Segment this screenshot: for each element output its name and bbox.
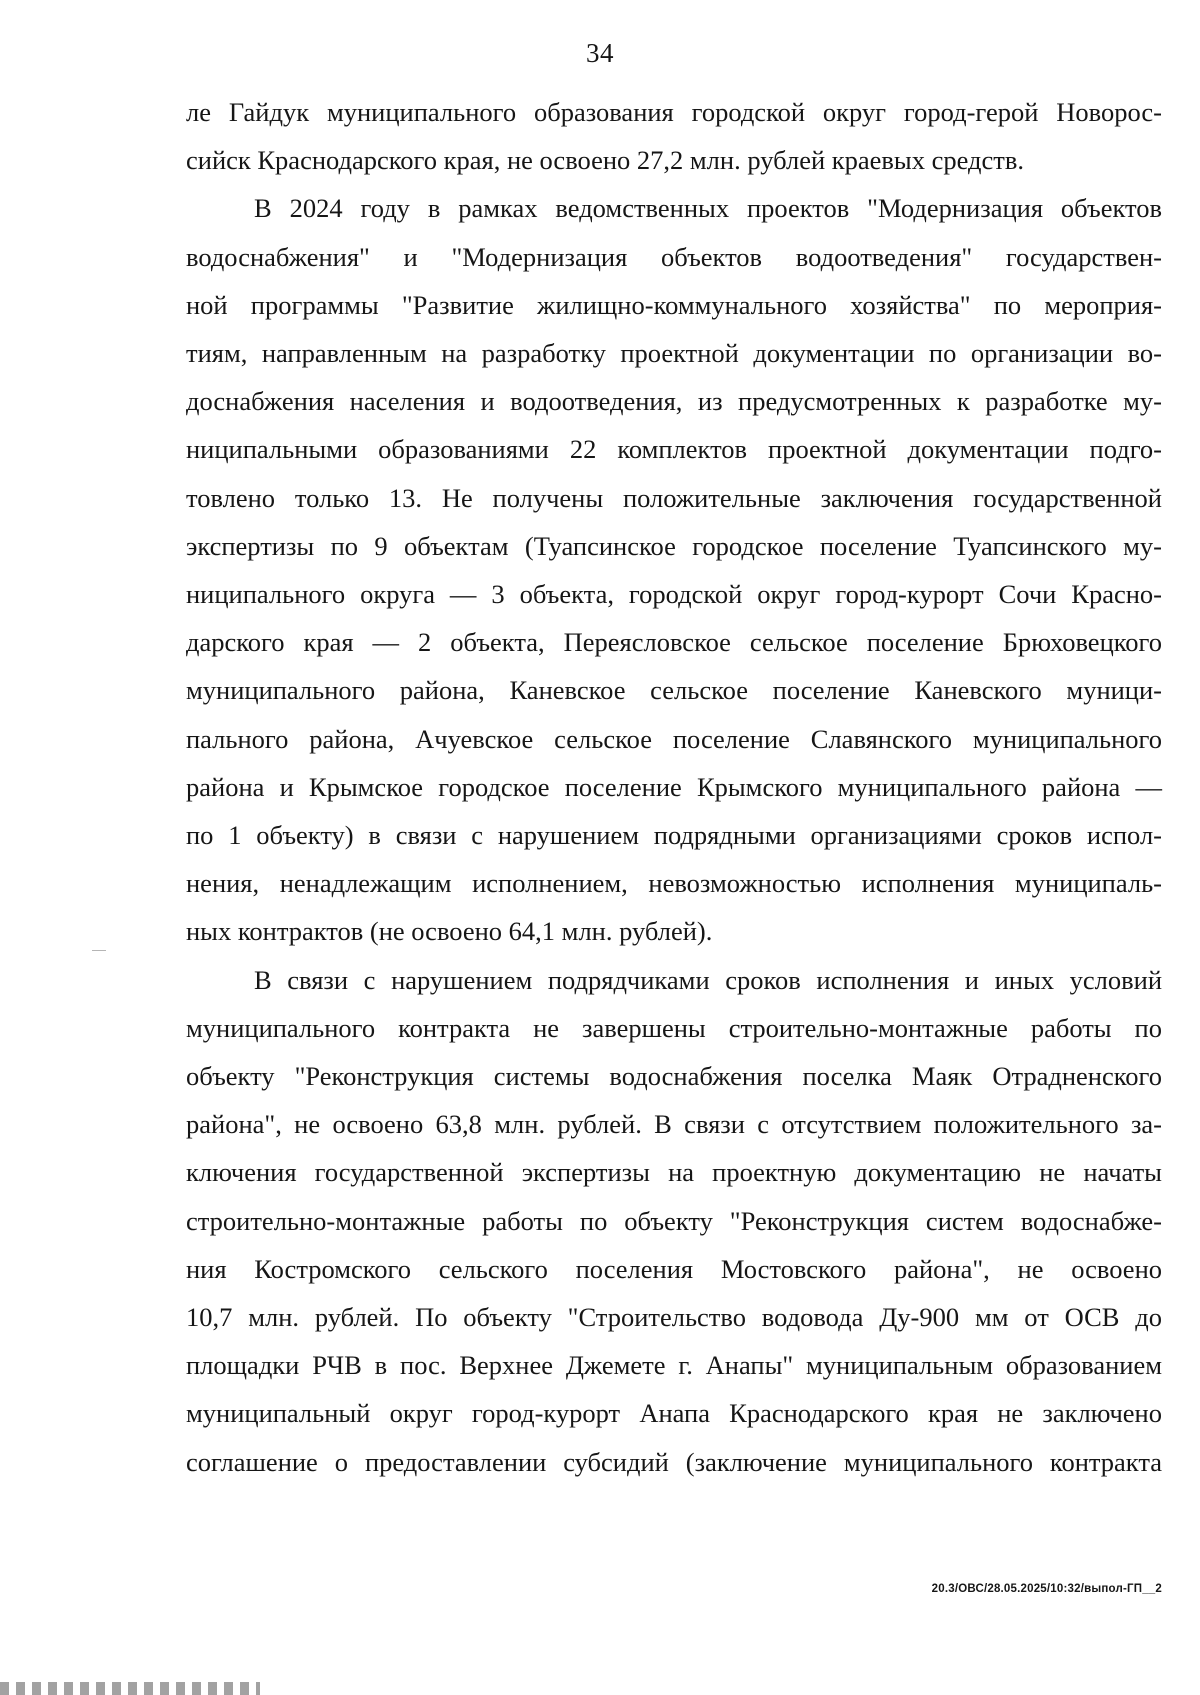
text-line: муниципальный округ город-курорт Анапа Краснодарского края не заключено <box>186 1398 1162 1429</box>
text-line: ных контрактов (не освоено 64,1 млн. рублей). <box>186 916 713 947</box>
text-line: по 1 объекту) в связи с нарушением подрядными организациями сроков испол- <box>186 820 1162 851</box>
text-line: 10,7 млн. рублей. По объекту "Строительство водовода Ду-900 мм от ОСВ до <box>186 1302 1162 1333</box>
text-line: муниципального района, Каневское сельское поселение Каневского муници- <box>186 675 1162 706</box>
text-line: площадки РЧВ в пос. Верхнее Джемете г. Анапы" муниципальным образованием <box>186 1350 1162 1381</box>
text-line: экспертизы по 9 объектам (Туапсинское городское поселение Туапсинского му- <box>186 530 1162 561</box>
text-line: В связи с нарушением подрядчиками сроков исполнения и иных условий <box>254 964 1162 995</box>
text-line: сийск Краснодарского края, не освоено 27,2 млн. рублей краевых средств. <box>186 145 1024 176</box>
document-body <box>186 88 1162 1486</box>
text-line: ния Костромского сельского поселения Мостовского района", не освоено <box>186 1253 1162 1284</box>
paragraph-1 <box>186 88 1162 184</box>
paragraph-3 <box>186 956 1162 1486</box>
text-line: ниципального округа — 3 объекта, городской округ город-курорт Сочи Красно- <box>186 579 1162 610</box>
footer-document-code: 20.3/ОВС/28.05.2025/10:32/выпол-ГП__2 <box>931 1583 1162 1595</box>
text-line: доснабжения населения и водоотведения, из предусмотренных к разработке му- <box>186 386 1162 417</box>
text-line: района", не освоено 63,8 млн. рублей. В связи с отсутствием положительного за- <box>186 1109 1162 1140</box>
text-line: ключения государственной экспертизы на проектную документацию не начаты <box>186 1157 1162 1188</box>
text-line: нения, ненадлежащим исполнением, невозможностью исполнения муниципаль- <box>186 868 1162 899</box>
text-line: района и Крымское городское поселение Крымского муниципального района — <box>186 771 1162 802</box>
text-line: пального района, Ачуевское сельское поселение Славянского муниципального <box>186 723 1162 754</box>
text-line: ной программы "Развитие жилищно-коммунального хозяйства" по мероприя- <box>186 289 1162 320</box>
text-line: ле Гайдук муниципального образования городской округ город-герой Новорос- <box>186 97 1162 127</box>
text-line: ниципальными образованиями 22 комплектов проектной документации подго- <box>186 434 1162 465</box>
text-line: В 2024 году в рамках ведомственных проектов "Модернизация объектов <box>254 193 1162 224</box>
scan-edge-artifact <box>0 1682 260 1695</box>
text-line: соглашение о предоставлении субсидий (заключение муниципального контракта <box>186 1446 1162 1477</box>
paragraph-2 <box>186 184 1162 955</box>
text-line: муниципального контракта не завершены строительно-монтажные работы по <box>186 1012 1162 1043</box>
text-line: водоснабжения" и "Модернизация объектов водоотведения" государствен- <box>186 241 1162 272</box>
text-line: дарского края — 2 объекта, Переясловское сельское поселение Брюховецкого <box>186 627 1162 658</box>
page-number: 34 <box>586 38 614 68</box>
text-line: объекту "Реконструкция системы водоснабжения поселка Маяк Отрадненского <box>186 1061 1162 1092</box>
text-line: тиям, направленным на разработку проектной документации по организации во- <box>186 338 1162 369</box>
text-line: товлено только 13. Не получены положительные заключения государственной <box>186 482 1162 513</box>
scan-margin-mark <box>92 950 106 951</box>
text-line: строительно-монтажные работы по объекту "Реконструкция систем водоснабже- <box>186 1205 1162 1236</box>
